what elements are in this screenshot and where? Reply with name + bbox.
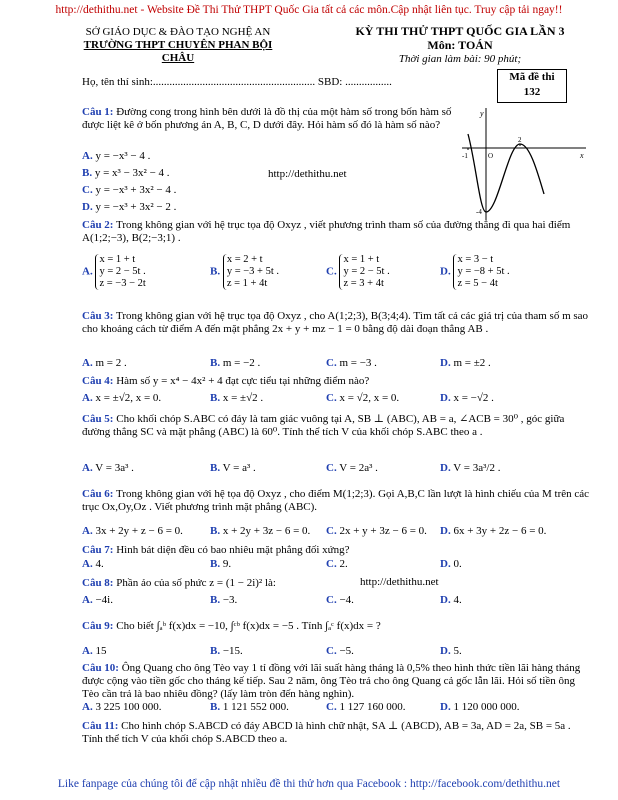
watermark-text-2: http://dethithu.net bbox=[360, 576, 439, 588]
q6-option-c[interactable]: C. 2x + y + 3z − 6 = 0. bbox=[326, 525, 427, 537]
q6-option-b[interactable]: B. x + 2y + 3z − 6 = 0. bbox=[210, 525, 311, 537]
q5-option-d[interactable]: D. V = 3a³/2 . bbox=[440, 462, 501, 474]
tick-label-neg1: -1 bbox=[462, 152, 468, 160]
question-3: Câu 3: Trong không gian với hệ trục tọa độ Oxyz , cho A(1;2;3), B(3;4;4). Tìm tất cả các giá trị của tham số m sao cho khoảng cách từ điểm A đến mặt phẳng 2x + y + mz − 1 = 0 bằng độ dài đoạn thẳng AB . bbox=[82, 310, 589, 335]
q10-option-c[interactable]: C. 1 127 160 000. bbox=[326, 701, 406, 713]
top-banner-link[interactable]: http://dethithu.net - Website Đề Thi Thử THPT Quốc Gia tất cả các môn.Cập nhật liên tục. Truy cập tải ngay!! bbox=[55, 4, 563, 16]
axis-label-x: x bbox=[580, 151, 584, 160]
question-11: Câu 11: Cho hình chóp S.ABCD có đáy ABCD là hình chữ nhật, SA ⊥ (ABCD), AB = 3a, AD = 2a, SB = 5a . Tính thể tích V của khối chóp S.ABCD theo a. bbox=[82, 720, 571, 745]
function-graph bbox=[458, 104, 590, 224]
q9-option-b[interactable]: B. −15. bbox=[210, 645, 243, 657]
question-2: Câu 2: Trong không gian với hệ trục tọa độ Oxyz , viết phương trình tham số của đường thẳng đi qua hai điểm A(1;2;−3), B(2;−3;1) . bbox=[82, 219, 571, 244]
q1-option-d[interactable]: D. y = −x³ + 3x² − 2 . bbox=[82, 201, 177, 213]
q10-option-b[interactable]: B. 1 121 552 000. bbox=[210, 701, 289, 713]
q7-option-b[interactable]: B. 9. bbox=[210, 558, 232, 570]
q7-option-a[interactable]: A. 4. bbox=[82, 558, 104, 570]
q3-option-d[interactable]: D. m = ±2 . bbox=[440, 357, 491, 369]
q10-option-d[interactable]: D. 1 120 000 000. bbox=[440, 701, 520, 713]
header-left bbox=[78, 26, 278, 65]
q9-option-d[interactable]: D. 5. bbox=[440, 645, 462, 657]
q5-option-c[interactable]: C. V = 2a³ . bbox=[326, 462, 378, 474]
q4-option-a[interactable]: A. x = ±√2, x = 0. bbox=[82, 392, 162, 404]
department-name: SỞ GIÁO DỤC & ĐÀO TẠO NGHỆ AN bbox=[85, 26, 271, 38]
q9-option-a[interactable]: A. 15 bbox=[82, 645, 107, 657]
question-7: Câu 7: Hình bát diện đều có bao nhiêu mặt phẳng đối xứng? bbox=[82, 544, 350, 556]
subject: Môn: TOÁN bbox=[427, 38, 493, 52]
question-9: Câu 9: Cho biết ∫ₐᵇ f(x)dx = −10, ∫ᶜᵇ f(x)dx = −5 . Tính ∫ₐᶜ f(x)dx = ? bbox=[82, 620, 381, 632]
q2-option-d[interactable]: D. x = 3 − t y = −8 + 5t . z = 5 − 4t bbox=[440, 254, 510, 289]
q5-option-a[interactable]: A. V = 3a³ . bbox=[82, 462, 134, 474]
q1-option-a[interactable]: A. y = −x³ − 4 . bbox=[82, 150, 151, 162]
q2-option-b[interactable]: B. x = 2 + t y = −3 + 5t . z = 1 + 4t bbox=[210, 254, 280, 289]
question-1 bbox=[82, 106, 452, 132]
function-curve bbox=[468, 134, 544, 212]
exam-code-box bbox=[497, 69, 567, 103]
exam-code-value: 132 bbox=[523, 86, 541, 98]
q8-option-b[interactable]: B. −3. bbox=[210, 594, 238, 606]
q6-option-d[interactable]: D. 6x + 3y + 2z − 6 = 0. bbox=[440, 525, 547, 537]
question-5: Câu 5: Cho khối chóp S.ABC có đáy là tam giác vuông tại A, SB ⊥ (ABC), AB = a, ∠ACB = 30⁰ , góc giữa đường thẳng SC và mặt phẳng (ABC) là 60⁰. Tính thể tích V của khối chóp S.ABC theo a . bbox=[82, 413, 565, 438]
header-right bbox=[320, 24, 600, 66]
q8-option-c[interactable]: C. −4. bbox=[326, 594, 354, 606]
q4-option-d[interactable]: D. x = −√2 . bbox=[440, 392, 494, 404]
q7-option-c[interactable]: C. 2. bbox=[326, 558, 348, 570]
tick-label-neg4: -4 bbox=[476, 208, 482, 216]
q8-option-d[interactable]: D. 4. bbox=[440, 594, 462, 606]
question-text: Đường cong trong hình bên dưới là đồ thị của một hàm số trong bốn hàm số được liệt kê ở bốn phương án A, B, C, D dưới đây. Hỏi hàm số đó là hàm số nào? bbox=[82, 106, 452, 131]
watermark-text: http://dethithu.net bbox=[268, 168, 347, 180]
q1-option-c[interactable]: C. y = −x³ + 3x² − 4 . bbox=[82, 184, 177, 196]
question-4: Câu 4: Hàm số y = x⁴ − 4x² + 4 đạt cực tiểu tại những điểm nào? bbox=[82, 375, 370, 387]
tick-label-2: 2 bbox=[518, 136, 522, 144]
question-6: Câu 6: Trong không gian với hệ tọa độ Oxyz , cho điểm M(1;2;3). Gọi A,B,C lần lượt là hình chiếu của M trên các trục Ox,Oy,Oz . Viết phương trình mặt phẳng (ABC). bbox=[82, 488, 590, 513]
exam-title: KỲ THI THỬ THPT QUỐC GIA LẦN 3 bbox=[355, 24, 565, 38]
q7-option-d[interactable]: D. 0. bbox=[440, 558, 462, 570]
q8-option-a[interactable]: A. −4i. bbox=[82, 594, 113, 606]
q4-option-c[interactable]: C. x = √2, x = 0. bbox=[326, 392, 400, 404]
duration: Thời gian làm bài: 90 phút; bbox=[398, 53, 522, 65]
q3-option-c[interactable]: C. m = −3 . bbox=[326, 357, 377, 369]
q2-option-c[interactable]: C. x = 1 + t y = 2 − 5t . z = 3 + 4t bbox=[326, 254, 390, 289]
school-name: TRƯỜNG THPT CHUYÊN PHAN BỘI CHÂU bbox=[83, 39, 273, 64]
q3-option-b[interactable]: B. m = −2 . bbox=[210, 357, 261, 369]
q5-option-b[interactable]: B. V = a³ . bbox=[210, 462, 256, 474]
axis-label-y: y bbox=[480, 109, 484, 118]
q10-option-a[interactable]: A. 3 225 100 000. bbox=[82, 701, 162, 713]
q1-option-b[interactable]: B. y = x³ − 3x² − 4 . bbox=[82, 167, 170, 179]
bottom-banner-link[interactable]: Like fanpage của chúng tôi để cập nhật nhiều đề thi thử hơn qua Facebook : http://facebook.com/dethithu.net bbox=[57, 778, 561, 790]
q4-option-b[interactable]: B. x = ±√2 . bbox=[210, 392, 264, 404]
q6-option-a[interactable]: A. 3x + 2y + z − 6 = 0. bbox=[82, 525, 183, 537]
question-10: Câu 10: Ông Quang cho ông Tèo vay 1 tỉ đồng với lãi suất hàng tháng là 0,5% theo hình thức tiền lãi hàng tháng được cộng vào tiền gốc cho tháng kế tiếp. Sau 2 năm, ông Tèo trả cho ông Quang cả gốc lẫn lãi. Hỏi số tiền ông Tèo cần trả là bao nhiêu đồng? (lấy làm tròn đến hàng nghìn). bbox=[82, 662, 581, 700]
origin-label: O bbox=[488, 152, 494, 160]
q3-option-a[interactable]: A. m = 2 . bbox=[82, 357, 127, 369]
question-label: Câu 1: bbox=[82, 106, 114, 118]
q2-option-a[interactable]: A. x = 1 + t y = 2 − 5t . z = −3 − 2t bbox=[82, 254, 146, 289]
q9-option-c[interactable]: C. −5. bbox=[326, 645, 354, 657]
candidate-name-line: Họ, tên thí sinh:........................................................... SBD: ................. bbox=[82, 76, 392, 88]
exam-code-label: Mã đề thi bbox=[509, 71, 555, 83]
question-8: Câu 8: Phần ảo của số phức z = (1 − 2i)² là: bbox=[82, 577, 276, 589]
